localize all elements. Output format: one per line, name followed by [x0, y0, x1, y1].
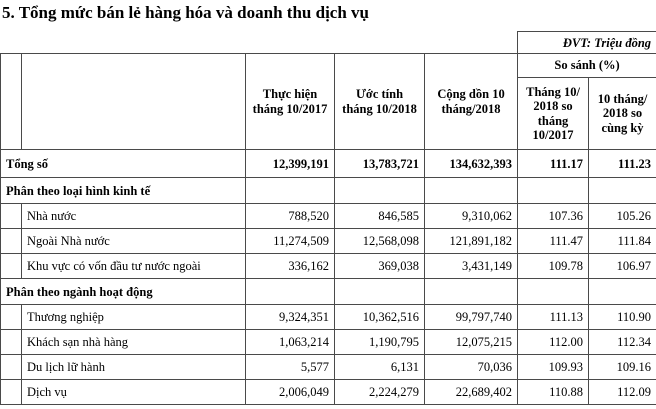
unit-label: ĐVT: Triệu đồng: [518, 32, 656, 54]
unit-row: [1, 32, 656, 54]
cell-v4: 107.36: [518, 204, 589, 229]
cell-v5: 111.84: [589, 229, 656, 254]
cell-v4: 112.00: [518, 330, 589, 355]
cell-v1: 1,063,214: [246, 330, 335, 355]
cell-v3: 99,797,740: [425, 305, 518, 330]
cell-v2: 369,038: [335, 254, 425, 279]
section-row: [1, 279, 656, 305]
cell-v3: 9,310,062: [425, 204, 518, 229]
cell-v3: 121,891,182: [425, 229, 518, 254]
cell-v1: 2,006,049: [246, 380, 335, 405]
cell-v1: 336,162: [246, 254, 335, 279]
retail-sales-table: [0, 31, 656, 405]
header-blank-1: [1, 54, 22, 150]
cell-v2: 10,362,516: [335, 305, 425, 330]
section-title-activity: Phân theo ngành hoạt động: [1, 279, 246, 305]
header-compare-group: So sánh (%): [518, 54, 656, 78]
cell-v1: 11,274,509: [246, 229, 335, 254]
cell-v3: 3,431,149: [425, 254, 518, 279]
table-row: [1, 204, 656, 229]
table-row: [1, 380, 656, 405]
table-row: [1, 330, 656, 355]
cell-v5: 106.97: [589, 254, 656, 279]
cell-v3: 22,689,402: [425, 380, 518, 405]
row-label: Khu vực có vốn đầu tư nước ngoài: [22, 254, 246, 279]
table-row: [1, 229, 656, 254]
total-v1: 12,399,191: [246, 150, 335, 178]
cell-v4: 111.13: [518, 305, 589, 330]
header-col3: Cộng dồn 10 tháng/2018: [425, 54, 518, 150]
cell-v3: 70,036: [425, 355, 518, 380]
cell-v1: 5,577: [246, 355, 335, 380]
section-row: [1, 178, 656, 204]
row-label: Nhà nước: [22, 204, 246, 229]
total-v3: 134,632,393: [425, 150, 518, 178]
cell-v4: 109.78: [518, 254, 589, 279]
cell-v4: 110.88: [518, 380, 589, 405]
cell-v2: 2,224,279: [335, 380, 425, 405]
total-v2: 13,783,721: [335, 150, 425, 178]
table-row: [1, 305, 656, 330]
total-v5: 111.23: [589, 150, 656, 178]
cell-v5: 112.34: [589, 330, 656, 355]
cell-v2: 1,190,795: [335, 330, 425, 355]
total-v4: 111.17: [518, 150, 589, 178]
header-col2: Ước tính tháng 10/2018: [335, 54, 425, 150]
header-col5: 10 tháng/ 2018 so cùng kỳ: [589, 78, 656, 150]
cell-v5: 110.90: [589, 305, 656, 330]
row-label: Ngoài Nhà nước: [22, 229, 246, 254]
header-blank-2: [22, 54, 246, 150]
total-label: Tổng số: [1, 150, 246, 178]
unit-spacer: [1, 32, 518, 54]
cell-v3: 12,075,215: [425, 330, 518, 355]
table-row: [1, 254, 656, 279]
cell-v2: 12,568,098: [335, 229, 425, 254]
cell-v5: 105.26: [589, 204, 656, 229]
header-col4: Tháng 10/ 2018 so tháng 10/2017: [518, 78, 589, 150]
row-label: Du lịch lữ hành: [22, 355, 246, 380]
cell-v5: 112.09: [589, 380, 656, 405]
cell-v2: 6,131: [335, 355, 425, 380]
row-label: Khách sạn nhà hàng: [22, 330, 246, 355]
cell-v1: 9,324,351: [246, 305, 335, 330]
header-col1: Thực hiện tháng 10/2017: [246, 54, 335, 150]
header-row-1: [1, 54, 656, 78]
cell-v1: 788,520: [246, 204, 335, 229]
total-row: [1, 150, 656, 178]
page-title: 5. Tổng mức bán lẻ hàng hóa và doanh thu dịch vụ: [2, 3, 370, 22]
cell-v4: 109.93: [518, 355, 589, 380]
table-row: [1, 355, 656, 380]
section-title-economic-type: Phân theo loại hình kinh tế: [1, 178, 246, 204]
cell-v5: 109.16: [589, 355, 656, 380]
row-label: Dịch vụ: [22, 380, 246, 405]
row-label: Thương nghiệp: [22, 305, 246, 330]
cell-v2: 846,585: [335, 204, 425, 229]
cell-v4: 111.47: [518, 229, 589, 254]
